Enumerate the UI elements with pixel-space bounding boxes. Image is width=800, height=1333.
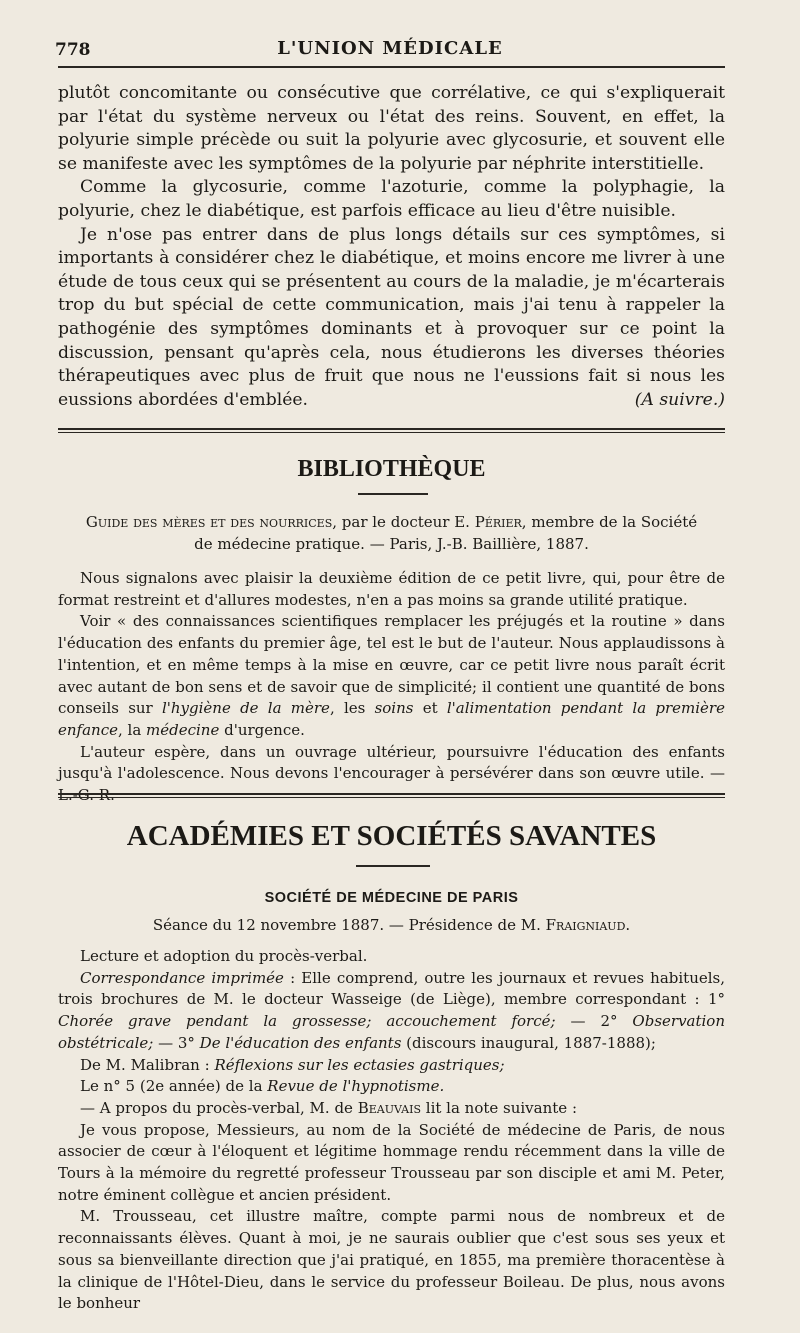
paragraph: Correspondance imprimée : Elle comprend, outre les journaux et revues habituels, trois brochures de M. le docteur Wasseige (de Liège), membre correspondant : 1° Chorée grave pendant la grossesse; accouchement forcé; — 2° Observation obstétricale; — 3° De l'éducation des enfants (discours inaugural, 1887-1888);: [58, 968, 726, 1052]
title-underline: [358, 493, 428, 495]
paragraph: Lecture et adoption du procès-verbal.: [80, 947, 368, 965]
society-name: SOCIÉTÉ DE MÉDECINE DE PARIS: [264, 890, 519, 906]
paragraph: De M. Malibran : Réflexions sur les ectasies gastriques;: [80, 1055, 505, 1074]
paragraph: Je n'ose pas entrer dans de plus longs détails sur ces symptômes, si importants à considérer chez le diabétique, et moins encore me livrer à une étude de tous ceux qui se présentent au cours de la maladie, je m'écarterais trop du but spécial de cette communication, mais j'ai tenu à rappeler la pathogénie des symptômes dominants et à provoquer sur ce point la discussion, pensant qu'après cela, nous étudierons les diverses théories thérapeutiques avec plus de fruit que nous ne l'eussions fait si nous les eussions abordées d'emblée. (A suivre.): [58, 224, 725, 410]
book-review: [58, 568, 725, 807]
paragraph: — A propos du procès-verbal, M. de Beauvais lit la note suivante :: [80, 1098, 577, 1117]
section-divider: [58, 428, 725, 433]
paragraph: Comme la glycosurie, comme l'azoturie, comme la polyphagie, la polyurie, chez le diabétique, est parfois efficace au lieu d'être nuisible.: [58, 177, 725, 221]
paragraph: L'auteur espère, dans un ouvrage ultérieur, poursuivre l'éducation des enfants jusqu'à l'adolescence. Nous devons l'encourager à persévérer dans son œuvre utile. — L.-G. R.: [58, 742, 725, 805]
book-author: E. Périer: [454, 513, 522, 531]
paragraph: plutôt concomitante ou consécutive que corrélative, ce qui s'expliquerait par l'état du système nerveux ou l'état des reins. Souvent, en effet, la polyurie simple précède ou suit la polyurie avec glycosurie, et souvent elle se manifeste avec les symptômes de la polyurie par néphrite interstitielle.: [58, 83, 725, 174]
header-rule: [58, 66, 725, 68]
page-number: 778: [55, 40, 91, 60]
section-divider: [58, 793, 725, 798]
book-reference: Guide des mères et des nourrices, par le docteur E. Périer, membre de la Société de médecine pratique. — Paris, J.-B. Baillière, 1887.: [85, 513, 698, 553]
paragraph: Le n° 5 (2e année) de la Revue de l'hypnotisme.: [80, 1077, 445, 1096]
paragraph: Voir « des connaissances scientifiques remplacer les préjugés et la routine » dans l'éducation des enfants du premier âge, tel est le but de l'auteur. Nous applaudissons à l'intention, et en même temps à la mise en œuvre, car ce petit livre nous paraît écrit avec autant de bon sens et de savoir que de simplicité; il contient une quantité de bons conseils sur l'hygiène de la mère, les soins et l'alimentation pendant la première enfance, la médecine d'urgence.: [58, 612, 725, 739]
running-title: L'UNION MÉDICALE: [277, 38, 503, 59]
proceedings: [58, 946, 725, 1315]
paragraph: Je vous propose, Messieurs, au nom de la Société de médecine de Paris, de nous associer de cœur à l'éloquent et légitime hommage rendu récemment dans la ville de Tours à la mémoire du regretté professeur Trousseau par son disciple et ami M. Peter, notre éminent collègue et ancien président.: [58, 1120, 725, 1204]
seance-line: Séance du 12 novembre 1887. — Présidence de M. Fraigniaud.: [152, 916, 631, 934]
paragraph: M. Trousseau, cet illustre maître, compte parmi nous de nombreux et de reconnaissants élèves. Quant à moi, je ne saurais oublier que c'est sous ses yeux et sous sa bienveillante direction que j'ai pratiqué, en 1855, ma première thoracentèse à la clinique de l'Hôtel-Dieu, dans le service du professeur Boileau. De plus, nous avons le bonheur: [58, 1207, 725, 1313]
title-underline: [356, 865, 430, 867]
page-header: [55, 32, 725, 62]
book-title: Guide des mères et des nourrices: [85, 513, 333, 531]
section-title-bibliotheque: BIBLIOTHÈQUE: [297, 456, 486, 482]
section-title-academies: ACADÉMIES ET SOCIÉTÉS SAVANTES: [126, 820, 657, 852]
to-follow-note: (A suivre.): [634, 389, 725, 410]
article-continuation: [58, 82, 725, 412]
paragraph: Nous signalons avec plaisir la deuxième édition de ce petit livre, qui, pour être de format restreint et d'allures modestes, n'en a pas moins sa grande utilité pratique.: [58, 569, 725, 609]
